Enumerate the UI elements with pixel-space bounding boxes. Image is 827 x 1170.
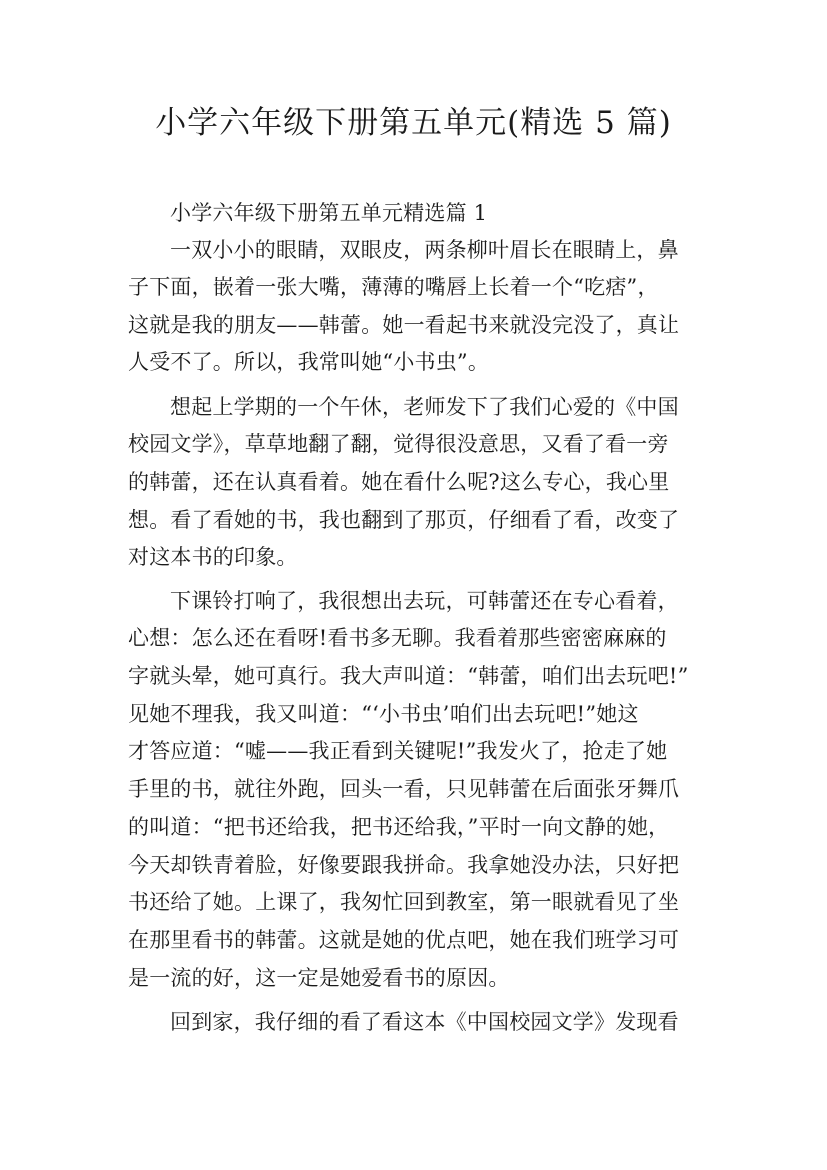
paragraph-line: 字就头晕，她可真行。我大声叫道：“韩蕾，咱们出去玩吧!” <box>128 664 689 688</box>
paragraph-line: 对这本书的印象。 <box>128 545 298 569</box>
paragraph-line: 回到家，我仔细的看了看这本《中国校园文学》发现看 <box>170 1010 679 1034</box>
paragraph-line: 下课铃打响了，我很想出去玩，可韩蕾还在专心看着， <box>170 589 679 613</box>
paragraph-line: 书还给了她。上课了，我匆忙回到教室，第一眼就看见了坐 <box>128 890 680 914</box>
paragraph-line: 一双小小的眼睛，双眼皮，两条柳叶眉长在眼睛上，鼻 <box>170 238 679 262</box>
paragraph-line: 见她不理我，我又叫道：“‘小书虫’咱们出去玩吧!”她这 <box>128 702 639 726</box>
paragraph-line: 校园文学》，草草地翻了翻，觉得很没意思，又看了看一旁 <box>128 432 669 456</box>
paragraph-line: 人受不了。所以，我常叫她“小书虫”。 <box>128 350 490 374</box>
paragraph-line: 手里的书，就往外跑，回头一看，只见韩蕾在后面张牙舞爪 <box>128 777 680 801</box>
document-title: 小学六年级下册第五单元(精选 5 篇) <box>155 105 672 141</box>
paragraph-line: 今天却铁青着脸，好像要跟我拼命。我拿她没办法，只好把 <box>128 853 680 877</box>
section-heading: 小学六年级下册第五单元精选篇 1 <box>170 201 488 225</box>
paragraph-line: 在那里看书的韩蕾。这就是她的优点吧，她在我们班学习可 <box>128 928 680 952</box>
paragraph-line: 心想：怎么还在看呀!看书多无聊。我看着那些密密麻麻的 <box>128 626 667 650</box>
paragraph-line: 想。看了看她的书，我也翻到了那页，仔细看了看，改变了 <box>128 508 680 532</box>
paragraph-line: 这就是我的朋友——韩蕾。她一看起书来就没完没了，真让 <box>128 313 680 337</box>
paragraph-line: 是一流的好，这一定是她爱看书的原因。 <box>128 966 510 990</box>
paragraph-line: 的韩蕾，还在认真看着。她在看什么呢?这么专心，我心里 <box>128 470 670 494</box>
paragraph-line: 想起上学期的一个午休，老师发下了我们心爱的《中国 <box>170 395 679 419</box>
paragraph-line: 的叫道：“把书还给我，把书还给我，”平时一向文静的她， <box>128 815 670 839</box>
paragraph-line: 子下面，嵌着一张大嘴，薄薄的嘴唇上长着一个“吃痞”， <box>128 275 659 299</box>
paragraph-line: 才答应道：“嘘——我正看到关键呢!”我发火了，抢走了她 <box>128 739 668 763</box>
